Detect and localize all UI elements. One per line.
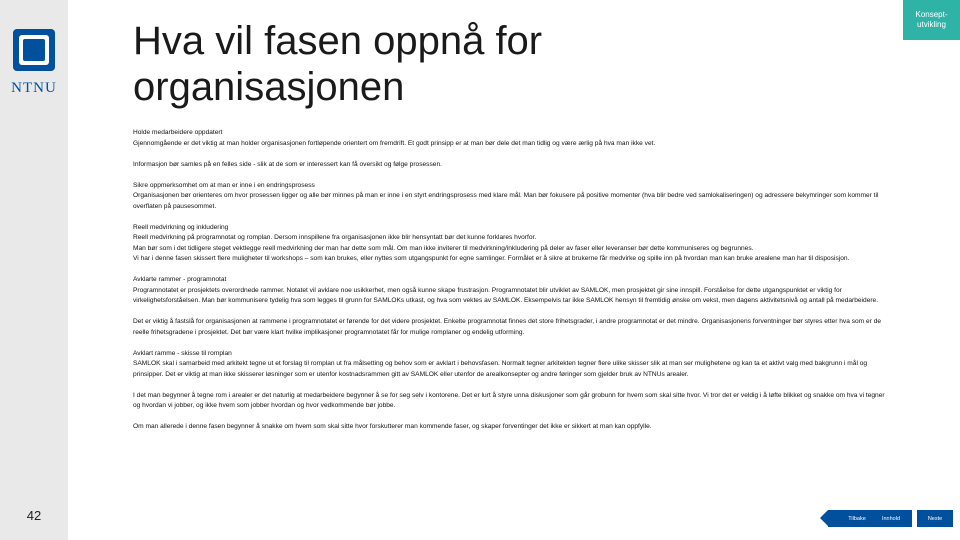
paragraph: Organisasjonen bør orienteres om hvor prosessen ligger og alle bør minnes på man er inne i en styrt endringsprosess med klare mål. Man bør fokusere på positive momenter (hva blir bedre ved samlokaliseringen) og adressere bekymringer som kommer til overflaten på pausesommet. [133, 192, 879, 210]
body-text [133, 128, 893, 433]
ntnu-logo-icon [12, 28, 56, 72]
phase-badge-line1: Konsept- [915, 10, 948, 19]
back-button[interactable]: Tilbake [828, 510, 876, 527]
contents-button[interactable]: Innhold [870, 510, 912, 527]
section-heading: Sikre oppmerksomhet om at man er inne i en endringsprosess [133, 181, 315, 189]
sidebar [0, 0, 68, 540]
paragraph: Vi har i denne fasen skissert flere muligheter til workshops – som kan brukes, eller nyttes som utgangspunkt for egne samlinger. Formålet er å sikre at brukerne får medvirke og spille inn på hvordan man kan bruke arealene man har til disposisjon. [133, 255, 850, 262]
paragraph: Reell medvirkning på programnotat og romplan. Dersom innspillene fra organisasjonen ikke blir hensyntatt bør det kunne forklares hvorfor. [133, 234, 537, 241]
paragraph: Om man allerede i denne fasen begynner å snakke om hvem som skal sitte hvor forskutterer man kommende faser, og skaper forventinger det ikke er sikkert at man kan oppfylle. [133, 423, 652, 430]
paragraph: Gjennomgående er det viktig at man holder organisasjonen fortløpende orientert om fremdrift. Et godt prinsipp er at man bør dele det man tidlig og være ærlig på hva man ikke vet. [133, 139, 656, 147]
section-heading: Avklarte rammer - programnotat [133, 276, 227, 283]
section-heading: Reell medvirkning og inkludering [133, 223, 229, 231]
paragraph: I det man begynner å tegne rom i arealer er det naturlig at medarbeidere begynner å se for seg selv i kontorene. Det er lurt å styre unna diskusjoner som går grobunn for hvem som skal sitte hvor. Vi tror det er veldig i å løfte blikket og snakke om hva vi tegner og hvordan vi jobber, og ikke hvem som jobber hvordan og hvor vedkommende bør jobbe. [133, 391, 885, 409]
paragraph: Man bør som i det tidligere steget vektlegge reell medvirkning der man har dette som mål. Om man ikke inviterer til medvirkning/inkludering på deler av faser eller leveranser bør dette kommuniseres og begrunnes. [133, 244, 754, 252]
next-button[interactable]: Neste [917, 510, 953, 527]
page-number: 42 [26, 508, 42, 523]
page-title: Hva vil fasen oppnå for organisasjonen [133, 19, 543, 109]
section-heading: Avklart ramme - skisse til romplan [133, 349, 232, 357]
phase-badge [903, 0, 960, 40]
slide-navigation [0, 510, 960, 527]
paragraph: Programnotatet er prosjektets overordnede rammer. Notatet vil avklare noe usikkerhet, men også kunne skape frustrasjon. Programnotatet blir utviklet av SAMLOK, men prosjektet gir sine innspill. Forståelse for dette utgangspunktet er viktig for virkelighetsforståelsen. Man bør kommunisere tydelig hva som legges til grunn for SAMLOKs utkast, og hva som vektes av SAMLOK. Eksempelvis tar ikke SAMLOK hensyn til fremtidig ønske om vekst, men dagens aktivitetsnivå og antall på medarbeidere. [133, 286, 879, 304]
phase-badge-line2: utvikling [917, 20, 946, 29]
logo-wordmark: NTNU [11, 80, 57, 96]
section-heading: Holde medarbeidere oppdatert [133, 129, 223, 136]
paragraph: Det er viktig å fastslå for organisasjonen at rammene i programnotatet er førende for det videre prosjektet. Enkelte programnotat finnes det store frihetsgrader, i andre programnotat er det mindre. Organisasjonens forventninger bør styres etter hva som er de reelle frihetsgradene i prosjektet. Det bør være klart hvilke implikasjoner programnotatet får for mulige romplaner og endelig utforming. [133, 318, 882, 336]
paragraph: SAMLOK skal i samarbeid med arkitekt tegne ut et forslag til romplan ut fra målsetting og behov som er avklart i behovsfasen. Normalt tegner arkitekten tegner flere ulike skisser slik at man ser mulighetene og kan ta et aktivt valg med bakgrunn i mål og prinsipper. Det er viktig at man ikke skisserer løsninger som er utenfor kostnadsrammen gitt av SAMLOK eller utenfor de arealkonsepter og andre føringer som gjelder bruk av NTNUs arealer. [133, 360, 868, 378]
paragraph: Informasjon bør samles på en felles side - slik at de som er interessert kan få oversikt og følge prosessen. [133, 160, 442, 168]
